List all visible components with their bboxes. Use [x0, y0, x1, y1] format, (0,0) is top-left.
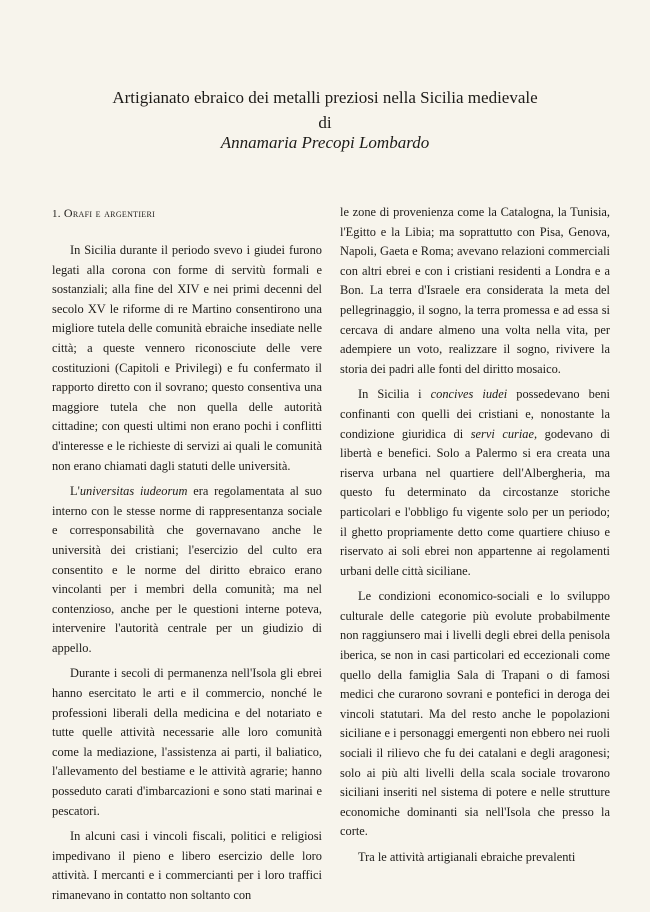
right-column [340, 203, 610, 874]
paragraph: In alcuni casi i vincoli fiscali, politici e religiosi impedivano il pieno e libero esercizio delle loro attività. I mercanti e i commercianti per i loro traffici rimanevano in contatto non soltanto con [52, 829, 322, 902]
paragraph: le zone di provenienza come la Catalogna, la Tunisia, l'Egitto e la Libia; ma soprattutto con Pisa, Genova, Napoli, Gaeta e Roma; avevano relazioni commerciali con altri ebrei e con i cristiani residenti a Londra e a Bon. La terra d'Israele era considerata la meta del pellegrinaggio, il sogno, la terra promessa e ad essa si cercava di andare almeno una volta nella vita, per adempiere un voto, realizzare il sogno, rivivere la storia dei padri alle fonti del diritto mosaico. [340, 205, 610, 376]
article-title: Artigianato ebraico dei metalli preziosi nella Sicilia medievale [112, 88, 538, 107]
paragraph: In Sicilia durante il periodo svevo i giudei furono legati alla corona con forme di servitù formali e sostanziali; alla fine del XIV e nei primi decenni del secolo XV le riforme di re Martino consentirono una migliore tutela delle comunità ebraiche insediate nelle città; a queste vennero riconosciute delle vere costituzioni (Capitoli e Privilegi) e fu confermato il rapporto diretto con il sovrano; questo consentiva una maggiore tutela che non quella delle autorità cittadine; con questi ultimi non erano pochi i conflitti d'interesse e le richieste di servizi ai quali le comunità non erano chiamati dagli statuti delle università. [52, 243, 322, 473]
left-column [52, 203, 322, 912]
author-name: Annamaria Precopi Lombardo [220, 133, 430, 152]
paragraph: Le condizioni economico-sociali e lo sviluppo culturale delle categorie più evolute probabilmente non raggiunsero mai i livelli degli ebrei della penisola iberica, se non in casi particolari ed eccezionali come quello della famiglia Sala di Trapani o di famosi medici che curarono sovrani e pontefici in deroga dei vincoli statutari. Ma del resto anche le popolazioni siciliane e i personaggi emergenti non ebbero nei ruoli sociali il rilievo che fu dei catalani e degli aragonesi; solo ai più alti livelli della scala sociale trovarono siciliani inseriti nel sistema di potere e nelle strutture economiche dominanti sia nell'Isola che presso la corte. [340, 589, 610, 839]
paragraph [340, 385, 610, 581]
section-title: Orafi e argentieri [63, 206, 156, 220]
paragraph: Tra le attività artigianali ebraiche prevalenti [358, 850, 576, 864]
paragraph [52, 482, 322, 658]
italic-term: servi curiae, [470, 426, 538, 441]
text-span: L' [70, 484, 80, 499]
text-span: possedevano beni confinanti con quelli dei cristiani e, nonostante la condizione giuridica di [340, 387, 610, 441]
text-span: era regolamentata al suo interno con le stesse norme di rappresentanza sociale e corresponsabilità che governavano anche le università dei cristiani; l'esercizio del culto era consentito e le norme del diritto ebraico erano vincolanti per i membri della comunità; ma nel contenzioso, anche per le questioni interne poteva, intervenire l'autorità centrale per un giudizio di appello. [52, 484, 322, 655]
paragraph: Durante i secoli di permanenza nell'Isola gli ebrei hanno esercitato le arti e il commercio, nonché le professioni liberali della medicina e del notariato e tutte quelle attività necessarie alle loro comunità come la mediazione, l'assistenza ai parti, il baliatico, l'allevamento del bestiame e le attività agrarie; hanno posseduto carati d'imbarcazioni e sono stati marinai e pescatori. [52, 666, 322, 818]
italic-term: universitas iudeorum [79, 484, 188, 499]
text-span: godevano di libertà e benefici. Solo a Palermo si era creata una riserva urbana nel quartiere dell'Albergheria, ma questo fu determinato da circostanze storiche particolari e l'obbligo fu vigente solo per un periodo; il ghetto propriamente detto come quartiere chiuso e riservato ai soli ebrei non appartenne ai regolamenti urbani delle città siciliane. [340, 426, 610, 578]
section-number: 1. [52, 208, 61, 220]
byline-di: di [318, 113, 332, 132]
section-heading [52, 206, 322, 221]
text-span: In Sicilia i [358, 387, 431, 402]
italic-term: concives iudei [430, 387, 508, 402]
